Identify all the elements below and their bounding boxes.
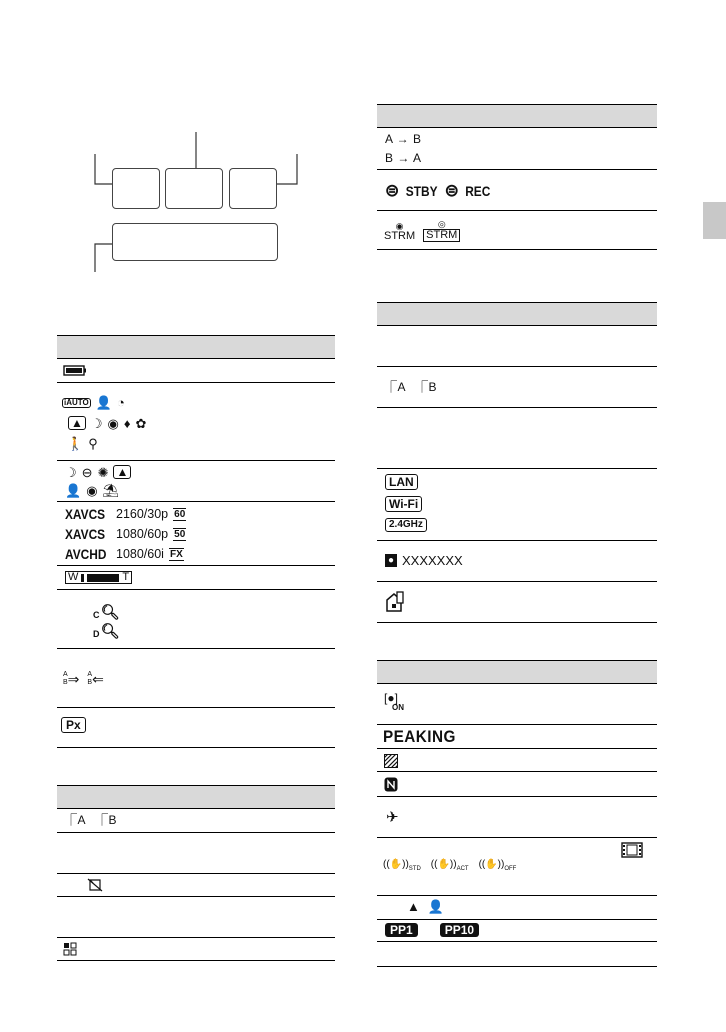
table-header (377, 661, 657, 684)
scene-icons-line-5 (65, 484, 119, 497)
resolution-label: 2160/30p (116, 506, 169, 521)
face-on-label: ON (392, 703, 404, 712)
table-row (57, 809, 335, 833)
portrait-icon: 👤 (427, 899, 445, 914)
diagram-leader-lines (85, 130, 315, 280)
spotlight-icon: ♦ (123, 415, 131, 431)
table-row (57, 897, 335, 938)
table-row (57, 566, 335, 590)
airplane-icon: ✈ (386, 809, 399, 826)
baby-icon: ◔ (116, 395, 125, 410)
zebra-icon (384, 754, 398, 768)
memory-card-b-icon: ⎾B (416, 380, 438, 394)
table-row (57, 359, 335, 383)
table-row (377, 170, 657, 211)
table-row (377, 367, 657, 408)
right-network-table (377, 302, 657, 623)
table-row (377, 326, 657, 367)
zoom-bar (87, 574, 119, 582)
table-header (57, 336, 335, 359)
lan-icon (385, 474, 418, 490)
clear-zoom-icon (93, 605, 120, 620)
fireworks-icon: ✺ (97, 464, 109, 480)
copy-label: B → A (385, 151, 422, 165)
pp1-badge: PP1 (385, 923, 418, 937)
right-copy-table (377, 104, 657, 250)
scene-icons-line-3 (67, 437, 98, 450)
steadyshot-standard-icon: $((✋))_{STD}$ (383, 859, 421, 872)
intelligent-auto-icon: iAUTO (64, 397, 89, 407)
streaming-icons (384, 220, 460, 242)
table-row (57, 833, 335, 874)
table-row (377, 920, 657, 942)
backlight-icon: ◉ (86, 483, 98, 498)
table-header (377, 105, 657, 128)
table-row (377, 128, 657, 170)
stby-label: STBY (406, 182, 438, 199)
table-row (377, 211, 657, 250)
peaking-icon (383, 728, 464, 745)
table-row (57, 938, 335, 961)
scene-icons-line-2 (68, 416, 146, 430)
copy-b-to-a-icon (385, 152, 422, 164)
copy-label: A → B (385, 132, 422, 146)
beach-icon: ⛱ (102, 483, 120, 498)
px-label: Px (61, 717, 86, 733)
codec-label: XAVCS (65, 526, 106, 542)
wifi-icon (385, 496, 422, 512)
macro-icon: ✿ (135, 415, 147, 431)
left-display-table (57, 335, 335, 748)
steadyshot-icons (383, 860, 516, 872)
memory-card-a-icon: ⎾A (385, 380, 407, 394)
scene-icons-line-4 (65, 465, 131, 479)
relay-back-icon: A B ⇐ (87, 671, 104, 687)
sunset-icon: ⊖ (81, 464, 93, 480)
table-row (377, 942, 657, 967)
user-id-display (385, 554, 463, 567)
memory-card-a-icon: ⎾A (65, 813, 87, 827)
magnifier-icon: 🔍︎ (100, 623, 120, 640)
frame-badge: 60 (174, 508, 186, 520)
rec-label: REC (465, 182, 491, 199)
lan-label: LAN (385, 474, 418, 490)
copy-a-to-b-icon (385, 133, 422, 145)
zoom-indicator (81, 574, 84, 582)
media-slot-icons (65, 814, 117, 826)
magnifier-icon: 🔍︎ (100, 604, 120, 621)
section-tab (703, 202, 726, 239)
night-icon: ☽ (65, 464, 77, 480)
table-row (377, 541, 657, 582)
codec-label: AVCHD (65, 546, 107, 562)
streaming-icon: ◉ STRM (384, 221, 416, 242)
right-shooting-table (377, 660, 657, 967)
left-media-table (57, 785, 335, 961)
proxy-status-icons (385, 182, 492, 199)
network-device-icon (385, 591, 405, 613)
picture-profile-icons (385, 923, 479, 937)
table-row (57, 649, 335, 708)
table-row (377, 797, 657, 838)
backlight-portrait-icon: ◉ (107, 415, 119, 431)
landscape-icon: ▲ (407, 899, 420, 914)
film-icon (621, 842, 643, 858)
steadyshot-off-icon: $((✋))_{OFF}$ (478, 859, 517, 872)
band-icon (385, 518, 427, 532)
wifi-label: Wi-Fi (385, 496, 422, 512)
media-slot-icons (385, 381, 437, 393)
table-row (57, 874, 335, 897)
user-icon: ● (385, 554, 397, 567)
resolution-label: 1080/60p (116, 526, 169, 541)
zoom-t-label: T (122, 571, 130, 583)
grid-icon (63, 942, 77, 956)
walk-icon: 🚶 (67, 436, 84, 451)
relay-rec-icons (63, 671, 104, 687)
frame-badge: FX (169, 548, 183, 560)
table-row (377, 838, 657, 896)
tripod-icon: ⚲ (88, 436, 98, 451)
scene-icons (407, 900, 444, 913)
streaming-active-icon: ◎ STRM (423, 220, 460, 242)
table-row (377, 725, 657, 749)
memory-card-b-icon: ⎾B (96, 813, 118, 827)
table-row (377, 582, 657, 623)
table-row (57, 590, 335, 649)
format-line (65, 527, 186, 541)
digital-zoom-letter: D (93, 629, 100, 639)
format-line (65, 507, 186, 521)
format-line (65, 547, 184, 561)
band-label: 2.4GHz (385, 518, 427, 532)
resolution-label: 1080/60i (116, 546, 164, 561)
night-scene-icon: ☽ (90, 415, 103, 431)
table-header (377, 303, 657, 326)
zoom-bar-icon (65, 571, 132, 584)
nfc-icon (384, 777, 398, 792)
codec-label: XAVCS (65, 506, 106, 522)
table-row (57, 461, 335, 502)
portrait-icon: 👤 (65, 483, 82, 498)
peaking-label: PEAKING (383, 727, 456, 746)
table-row (377, 772, 657, 797)
pp10-badge: PP10 (440, 923, 479, 937)
face-detection-icon: [●] ON (384, 691, 404, 712)
steadyshot-active-icon: $((✋))_{ACT}$ (430, 859, 469, 872)
table-row (377, 408, 657, 469)
table-row (377, 684, 657, 725)
no-card-icon (87, 878, 103, 892)
table-row (57, 502, 335, 566)
scene-icons-line-1 (62, 396, 125, 409)
relay-forward-icon: A B ⇒ (63, 671, 80, 687)
proxy-icon: ⊜ (385, 181, 400, 200)
portrait-icon: 👤 (95, 395, 112, 410)
px-icon (61, 717, 86, 733)
table-row (377, 469, 657, 541)
landscape-icon: ▲ (68, 416, 86, 430)
zoom-w-label: W (68, 571, 79, 583)
table-header (57, 786, 335, 809)
clear-zoom-letter: C (93, 610, 100, 620)
digital-zoom-icon (93, 624, 120, 639)
user-id-text: XXXXXXX (402, 553, 463, 568)
battery-icon (63, 365, 87, 376)
proxy-icon: ⊜ (444, 181, 459, 200)
table-row (57, 383, 335, 461)
landscape-icon: ▲ (113, 465, 131, 479)
table-row (57, 708, 335, 748)
frame-badge: 50 (174, 528, 186, 540)
table-row (377, 749, 657, 772)
table-row (377, 896, 657, 920)
